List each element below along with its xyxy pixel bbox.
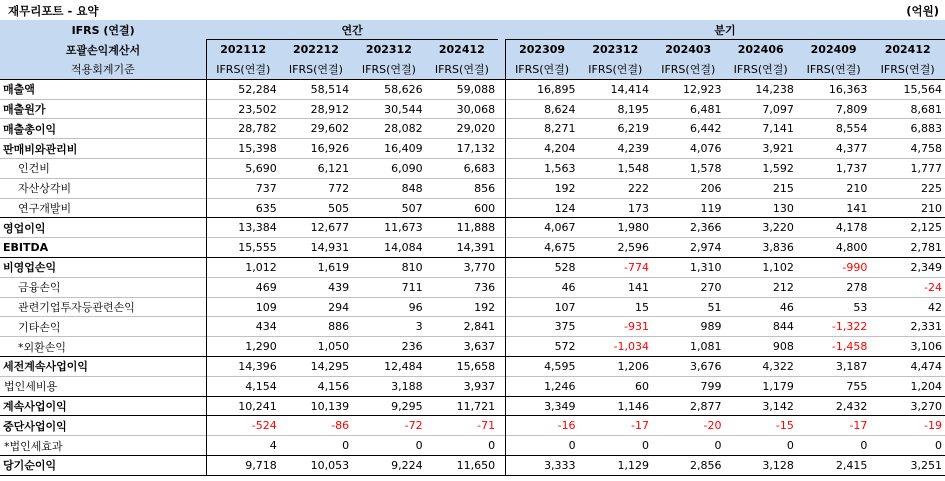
quarter-value-cell: 2,415 — [797, 456, 870, 476]
quarter-value-cell: -16 — [505, 416, 578, 436]
row-label: *외환손익 — [0, 337, 206, 357]
column-gap — [498, 258, 505, 278]
column-gap — [498, 218, 505, 238]
table-row — [0, 277, 945, 297]
quarter-period-header: 202403 — [652, 40, 724, 60]
row-label: 관련기업투자등관련손익 — [0, 297, 206, 317]
column-gap — [498, 178, 505, 198]
quarter-value-cell: 8,554 — [797, 119, 870, 139]
annual-period-header: 202212 — [280, 40, 352, 60]
quarter-value-cell: -17 — [797, 416, 870, 436]
column-gap — [498, 159, 505, 179]
quarter-value-cell: 844 — [724, 317, 796, 337]
annual-value-cell: 30,544 — [352, 99, 425, 119]
annual-value-cell: 52,284 — [206, 79, 279, 99]
column-gap — [498, 297, 505, 317]
quarter-value-cell: 3,251 — [870, 456, 945, 476]
quarter-value-cell: 141 — [579, 277, 652, 297]
quarter-value-cell: 215 — [724, 178, 796, 198]
annual-value-cell: 14,931 — [280, 238, 352, 258]
annual-value-cell: 236 — [352, 337, 425, 357]
quarter-value-cell: 3,220 — [724, 218, 796, 238]
column-gap — [498, 119, 505, 139]
annual-value-cell: 14,391 — [426, 238, 498, 258]
annual-value-cell: 434 — [206, 317, 279, 337]
table-row — [0, 178, 945, 198]
quarter-value-cell: 15,564 — [903, 82, 942, 96]
quarter-value-cell: 4,758 — [870, 139, 945, 159]
annual-value-cell: 2,841 — [426, 317, 498, 337]
quarter-value-cell: 1,563 — [505, 159, 578, 179]
quarter-value-cell: 4,067 — [505, 218, 578, 238]
quarter-value-cell: 3,333 — [505, 456, 578, 476]
annual-value-cell: 848 — [352, 178, 425, 198]
annual-value-cell: 294 — [280, 297, 352, 317]
quarter-value-cell: 989 — [652, 317, 724, 337]
unit-label: (억원) — [906, 4, 939, 18]
annual-value-cell: -71 — [426, 416, 498, 436]
quarter-value-cell: 4,800 — [797, 238, 870, 258]
annual-value-cell: 1,012 — [206, 258, 279, 278]
annual-value-cell: 6,121 — [280, 159, 352, 179]
quarter-value-cell: 16,895 — [505, 79, 578, 99]
annual-value-cell: 772 — [280, 178, 352, 198]
table-row — [0, 456, 945, 476]
quarter-value-cell: 1,548 — [579, 159, 652, 179]
row-label: 세전계속사업이익 — [0, 357, 206, 377]
annual-value-cell: 5,690 — [206, 159, 279, 179]
statement-label: 포괄손익계산서 — [0, 40, 206, 60]
quarter-value-cell: 12,923 — [682, 82, 722, 96]
quarter-value-cell: 8,195 — [579, 99, 652, 119]
report-title: 재무리포트 - 요약 — [8, 4, 99, 18]
quarter-value-cell: 7,097 — [724, 99, 796, 119]
annual-value-cell: 16,926 — [280, 139, 352, 159]
quarter-period-header: 202409 — [797, 40, 870, 60]
title-bar — [0, 0, 945, 20]
quarter-value-cell: 3,106 — [870, 337, 945, 357]
quarter-value-cell: 4,076 — [652, 139, 724, 159]
annual-value-cell: 11,673 — [352, 218, 425, 238]
column-gap — [498, 277, 505, 297]
quarter-value-cell: 4,204 — [505, 139, 578, 159]
quarter-value-cell: 222 — [579, 178, 652, 198]
annual-value-cell: 6,090 — [352, 159, 425, 179]
annual-value-cell: 507 — [352, 198, 425, 218]
table-row — [0, 337, 945, 357]
quarter-value-cell: 0 — [724, 436, 796, 456]
column-gap — [498, 238, 505, 258]
quarter-value-cell: -17 — [579, 416, 652, 436]
annual-value-cell: 28,782 — [206, 119, 279, 139]
column-gap — [498, 436, 505, 456]
quarter-value-cell: 0 — [797, 436, 870, 456]
quarter-value-cell: 4,675 — [505, 238, 578, 258]
quarter-value-cell: 1,146 — [579, 396, 652, 416]
quarter-value-cell: 4,322 — [724, 357, 796, 377]
row-label: 매출액 — [3, 83, 35, 97]
annual-value-cell: 810 — [352, 258, 425, 278]
column-gap — [498, 40, 505, 60]
quarter-value-cell: 2,856 — [652, 456, 724, 476]
quarter-standard-header: IFRS(연결) — [724, 60, 796, 80]
quarter-value-cell: -1,458 — [797, 337, 870, 357]
annual-value-cell: 469 — [206, 277, 279, 297]
quarter-value-cell: 225 — [870, 178, 945, 198]
annual-value-cell: 439 — [280, 277, 352, 297]
quarter-value-cell: 53 — [797, 297, 870, 317]
quarter-value-cell: 799 — [652, 376, 724, 396]
quarter-value-cell: -774 — [579, 258, 652, 278]
quarter-value-cell: 130 — [724, 198, 796, 218]
annual-value-cell: 600 — [426, 198, 498, 218]
annual-standard-header: IFRS(연결) — [280, 60, 352, 80]
column-gap — [498, 20, 505, 40]
annual-value-cell: 15,398 — [206, 139, 279, 159]
annual-value-cell: 10,241 — [206, 396, 279, 416]
annual-standard-header: IFRS(연결) — [206, 60, 279, 80]
quarter-value-cell: 119 — [652, 198, 724, 218]
annual-value-cell: 11,888 — [426, 218, 498, 238]
annual-value-cell: 192 — [426, 297, 498, 317]
quarter-value-cell: 4,474 — [870, 357, 945, 377]
column-gap — [498, 99, 505, 119]
quarter-value-cell: 173 — [579, 198, 652, 218]
quarter-value-cell: 15 — [579, 297, 652, 317]
annual-value-cell: -524 — [206, 416, 279, 436]
quarter-value-cell: 1,777 — [870, 159, 945, 179]
annual-value-cell: 109 — [206, 297, 279, 317]
basis-label: IFRS (연결) — [0, 20, 206, 40]
quarter-value-cell: 3,676 — [652, 357, 724, 377]
annual-value-cell: 856 — [426, 178, 498, 198]
header-row-periods — [0, 40, 945, 60]
table-row — [0, 99, 945, 119]
annual-value-cell: 3,770 — [426, 258, 498, 278]
quarter-value-cell: 3,921 — [724, 139, 796, 159]
quarter-value-cell: 51 — [652, 297, 724, 317]
table-row — [0, 218, 945, 238]
quarter-value-cell: 141 — [797, 198, 870, 218]
annual-value-cell: 1,290 — [206, 337, 279, 357]
quarter-value-cell: 2,349 — [870, 258, 945, 278]
annual-value-cell: 0 — [280, 436, 352, 456]
row-label: 당기순이익 — [0, 456, 206, 476]
quarter-value-cell: 46 — [505, 277, 578, 297]
annual-value-cell: -86 — [280, 416, 352, 436]
row-label: EBITDA — [0, 238, 206, 258]
annual-value-cell: 505 — [280, 198, 352, 218]
quarter-value-cell: -1,034 — [579, 337, 652, 357]
quarter-value-cell: 3,836 — [724, 238, 796, 258]
quarter-value-cell: 1,980 — [579, 218, 652, 238]
quarter-value-cell: 755 — [797, 376, 870, 396]
quarter-value-cell: 1,592 — [724, 159, 796, 179]
table-row — [0, 258, 945, 278]
quarter-value-cell: 60 — [579, 376, 652, 396]
quarter-value-cell: 8,624 — [505, 99, 578, 119]
annual-value-cell: 58,514 — [310, 82, 350, 96]
row-label: 비영업손익 — [0, 258, 206, 278]
quarter-value-cell: 4,595 — [505, 357, 578, 377]
quarter-value-cell: 1,578 — [652, 159, 724, 179]
annual-value-cell: 11,721 — [426, 396, 498, 416]
table-row — [0, 436, 945, 456]
column-gap — [498, 396, 505, 416]
quarter-value-cell: 2,331 — [870, 317, 945, 337]
annual-value-cell: 0 — [426, 436, 498, 456]
quarter-standard-header: IFRS(연결) — [505, 60, 578, 80]
annual-value-cell: 3,937 — [426, 376, 498, 396]
table-row — [0, 376, 945, 396]
annual-value-cell: 14,396 — [206, 357, 279, 377]
annual-value-cell: 1,050 — [280, 337, 352, 357]
quarter-value-cell: 2,596 — [579, 238, 652, 258]
annual-value-cell: 9,295 — [352, 396, 425, 416]
quarter-value-cell: 1,737 — [797, 159, 870, 179]
annual-value-cell: 96 — [352, 297, 425, 317]
table-row — [0, 238, 945, 258]
annual-value-cell: 12,484 — [352, 357, 425, 377]
header-row-groups — [0, 20, 945, 40]
annual-value-cell: 28,082 — [352, 119, 425, 139]
annual-standard-header: IFRS(연결) — [426, 60, 498, 80]
row-label: 연구개발비 — [0, 198, 206, 218]
quarter-value-cell: 2,877 — [652, 396, 724, 416]
column-gap — [498, 198, 505, 218]
table-row — [0, 139, 945, 159]
row-label: 자산상각비 — [0, 178, 206, 198]
quarter-standard-header: IFRS(연결) — [870, 60, 945, 80]
quarter-value-cell: 1,246 — [505, 376, 578, 396]
quarter-value-cell: 0 — [652, 436, 724, 456]
annual-value-cell: 11,650 — [426, 456, 498, 476]
quarter-value-cell: -931 — [579, 317, 652, 337]
quarter-value-cell: 1,102 — [724, 258, 796, 278]
quarter-value-cell: 206 — [652, 178, 724, 198]
quarter-value-cell: 6,442 — [652, 119, 724, 139]
table-row — [0, 159, 945, 179]
quarter-period-header: 202406 — [724, 40, 796, 60]
column-gap — [498, 416, 505, 436]
quarter-value-cell: 210 — [797, 178, 870, 198]
annual-value-cell: 635 — [206, 198, 279, 218]
annual-value-cell: 10,139 — [280, 396, 352, 416]
quarter-value-cell: 7,809 — [797, 99, 870, 119]
annual-period-header: 202312 — [352, 40, 425, 60]
quarter-period-header: 202412 — [870, 40, 945, 60]
row-label: 매출총이익 — [0, 119, 206, 139]
annual-value-cell: 3,188 — [352, 376, 425, 396]
annual-value-cell: 9,718 — [206, 456, 279, 476]
column-gap — [498, 456, 505, 476]
quarter-value-cell: 7,141 — [724, 119, 796, 139]
quarter-value-cell: 528 — [505, 258, 578, 278]
table-row — [0, 396, 945, 416]
annual-value-cell: 58,626 — [384, 82, 423, 96]
quarter-value-cell: 2,366 — [652, 218, 724, 238]
quarter-period-header: 202309 — [505, 40, 578, 60]
annual-value-cell: 6,683 — [426, 159, 498, 179]
quarter-value-cell: 1,179 — [724, 376, 796, 396]
quarter-value-cell: 0 — [579, 436, 652, 456]
row-label: 매출원가 — [0, 99, 206, 119]
annual-value-cell: 17,132 — [426, 139, 498, 159]
quarter-standard-header: IFRS(연결) — [652, 60, 724, 80]
annual-value-cell: 14,295 — [280, 357, 352, 377]
table-row — [0, 119, 945, 139]
table-row — [0, 198, 945, 218]
quarter-value-cell: 1,204 — [870, 376, 945, 396]
quarter-value-cell: 4,178 — [797, 218, 870, 238]
annual-value-cell: 12,677 — [280, 218, 352, 238]
annual-value-cell: 737 — [206, 178, 279, 198]
row-label: 판매비와관리비 — [0, 139, 206, 159]
quarter-value-cell: 1,206 — [579, 357, 652, 377]
quarter-value-cell: 4,239 — [579, 139, 652, 159]
annual-value-cell: 59,088 — [456, 82, 496, 96]
quarter-value-cell: 8,681 — [870, 99, 945, 119]
standard-label: 적용회계기준 — [0, 60, 206, 80]
annual-value-cell: -72 — [352, 416, 425, 436]
table-row — [0, 297, 945, 317]
quarter-value-cell: 2,125 — [870, 218, 945, 238]
quarter-value-cell: 192 — [505, 178, 578, 198]
quarter-value-cell: 3,142 — [724, 396, 796, 416]
annual-value-cell: 0 — [352, 436, 425, 456]
row-label: 중단사업이익 — [0, 416, 206, 436]
quarter-value-cell: 2,432 — [797, 396, 870, 416]
quarter-value-cell: 3,349 — [505, 396, 578, 416]
quarter-value-cell: 270 — [652, 277, 724, 297]
row-label: 인건비 — [0, 159, 206, 179]
quarter-value-cell: 107 — [505, 297, 578, 317]
table-row — [0, 416, 945, 436]
quarter-value-cell: 42 — [870, 297, 945, 317]
annual-value-cell: 15,658 — [426, 357, 498, 377]
annual-value-cell: 23,502 — [206, 99, 279, 119]
quarter-value-cell: -1,322 — [797, 317, 870, 337]
annual-value-cell: 30,068 — [426, 99, 498, 119]
column-gap — [498, 139, 505, 159]
row-label: 계속사업이익 — [0, 396, 206, 416]
annual-standard-header: IFRS(연결) — [352, 60, 425, 80]
column-gap — [498, 317, 505, 337]
quarter-value-cell: 1,310 — [652, 258, 724, 278]
quarter-value-cell: 0 — [505, 436, 578, 456]
row-label: *법인세효과 — [0, 436, 206, 456]
quarter-value-cell: 16,363 — [828, 82, 868, 96]
header-row-standard — [0, 60, 945, 80]
quarter-standard-header: IFRS(연결) — [579, 60, 652, 80]
quarter-value-cell: 3,187 — [797, 357, 870, 377]
quarter-value-cell: 908 — [724, 337, 796, 357]
quarter-value-cell: 1,129 — [579, 456, 652, 476]
quarter-value-cell: 3,128 — [724, 456, 796, 476]
quarter-value-cell: -990 — [797, 258, 870, 278]
quarter-value-cell: 0 — [870, 436, 945, 456]
annual-group-header: 연간 — [206, 20, 498, 40]
quarter-period-header: 202312 — [579, 40, 652, 60]
quarter-value-cell: 1,081 — [652, 337, 724, 357]
row-label: 기타손익 — [0, 317, 206, 337]
annual-value-cell: 29,020 — [426, 119, 498, 139]
annual-value-cell: 28,912 — [280, 99, 352, 119]
column-gap — [498, 79, 505, 99]
annual-value-cell: 9,224 — [352, 456, 425, 476]
annual-value-cell: 3 — [352, 317, 425, 337]
quarter-value-cell: 14,414 — [610, 82, 650, 96]
quarter-value-cell: 14,238 — [755, 82, 794, 96]
quarter-value-cell: 6,883 — [870, 119, 945, 139]
table-row — [0, 317, 945, 337]
table-row — [0, 357, 945, 377]
quarter-value-cell: -19 — [870, 416, 945, 436]
annual-value-cell: 1,619 — [280, 258, 352, 278]
quarter-value-cell: 4,377 — [797, 139, 870, 159]
annual-value-cell: 3,637 — [426, 337, 498, 357]
quarter-value-cell: -15 — [724, 416, 796, 436]
income-statement-table — [0, 20, 945, 476]
annual-value-cell: 4,154 — [206, 376, 279, 396]
annual-period-header: 202112 — [206, 40, 279, 60]
quarter-value-cell: 278 — [797, 277, 870, 297]
row-label: 금융손익 — [0, 277, 206, 297]
quarter-value-cell: 2,781 — [870, 238, 945, 258]
quarter-standard-header: IFRS(연결) — [797, 60, 870, 80]
annual-value-cell: 4,156 — [280, 376, 352, 396]
annual-value-cell: 886 — [280, 317, 352, 337]
annual-value-cell: 736 — [426, 277, 498, 297]
quarter-value-cell: 8,271 — [505, 119, 578, 139]
column-gap — [498, 357, 505, 377]
table-row — [0, 79, 945, 99]
row-label: 법인세비용 — [0, 376, 206, 396]
column-gap — [498, 376, 505, 396]
quarter-value-cell: 3,270 — [870, 396, 945, 416]
annual-value-cell: 711 — [352, 277, 425, 297]
quarter-value-cell: 2,974 — [652, 238, 724, 258]
annual-period-header: 202412 — [426, 40, 498, 60]
quarter-value-cell: 572 — [505, 337, 578, 357]
annual-value-cell: 13,384 — [206, 218, 279, 238]
column-gap — [498, 60, 505, 80]
annual-value-cell: 29,602 — [280, 119, 352, 139]
quarter-value-cell: 375 — [505, 317, 578, 337]
annual-value-cell: 15,555 — [206, 238, 279, 258]
annual-value-cell: 14,084 — [352, 238, 425, 258]
quarter-value-cell: 6,219 — [579, 119, 652, 139]
quarter-value-cell: 6,481 — [652, 99, 724, 119]
annual-value-cell: 16,409 — [352, 139, 425, 159]
quarter-value-cell: 124 — [505, 198, 578, 218]
annual-value-cell: 10,053 — [280, 456, 352, 476]
row-label: 영업이익 — [0, 218, 206, 238]
quarter-value-cell: 210 — [870, 198, 945, 218]
column-gap — [498, 337, 505, 357]
quarter-group-header: 분기 — [505, 20, 945, 40]
quarter-value-cell: 46 — [724, 297, 796, 317]
annual-value-cell: 4 — [206, 436, 279, 456]
quarter-value-cell: -24 — [870, 277, 945, 297]
quarter-value-cell: -20 — [652, 416, 724, 436]
quarter-value-cell: 212 — [724, 277, 796, 297]
